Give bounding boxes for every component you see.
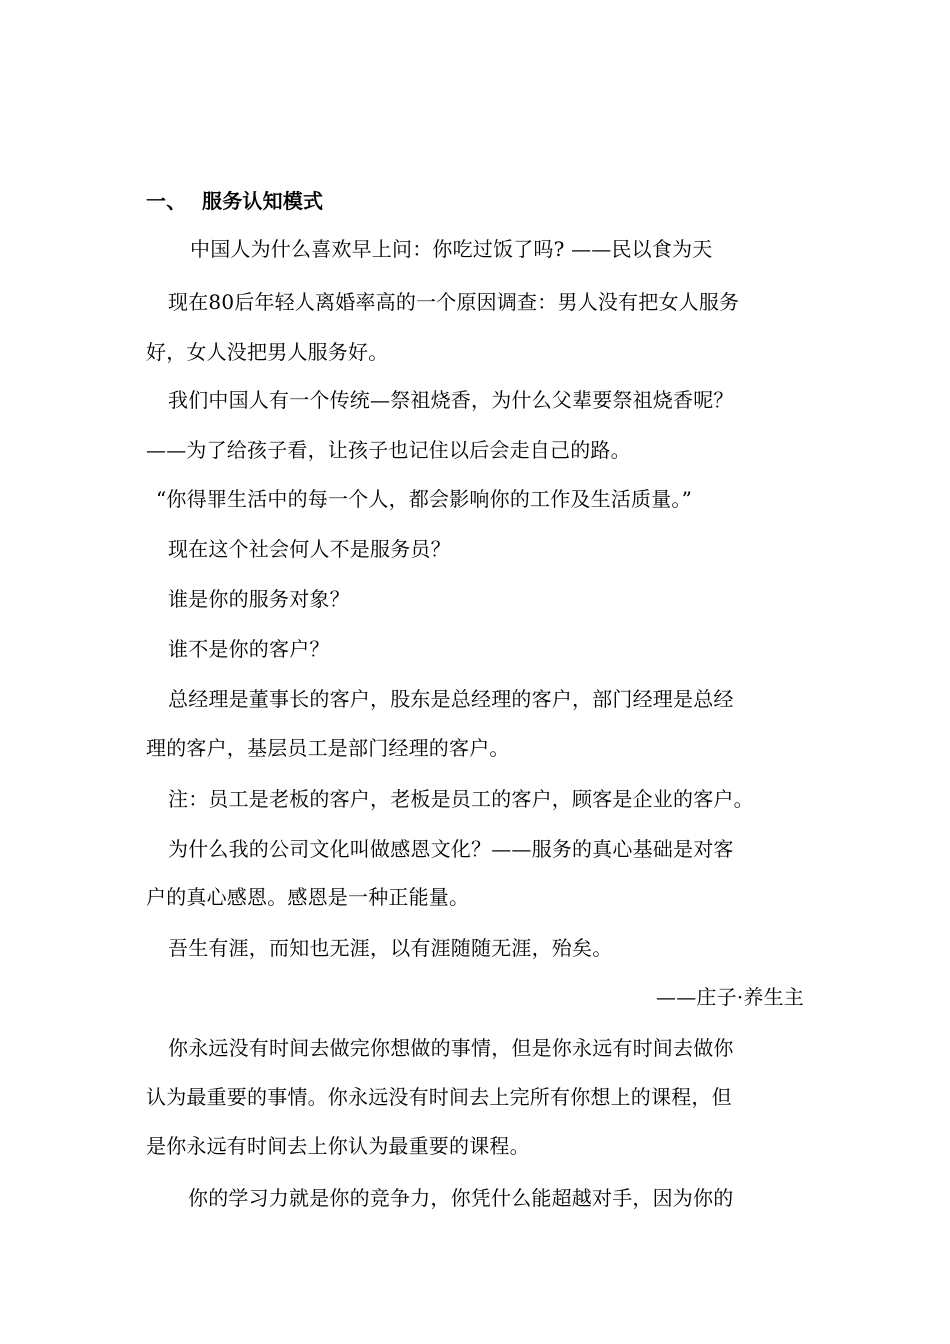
section-title: 服务认知模式 — [202, 189, 324, 213]
section-number: 一、 — [146, 189, 187, 213]
paragraph-line: 谁是你的服务对象？ — [168, 587, 350, 611]
paragraph-line: 理的客户，基层员工是部门经理的客户。 — [146, 736, 510, 760]
quote-line: “你得罪生活中的每一个人，都会影响你的工作及生活质量。” — [156, 487, 693, 511]
paragraph-line: 为什么我的公司文化叫做感恩文化？——服务的真心基础是对客 — [168, 837, 734, 861]
paragraph-line: 总经理是董事长的客户，股东是总经理的客户，部门经理是总经 — [168, 687, 734, 711]
paragraph-line: 是你永远有时间去上你认为最重要的课程。 — [146, 1134, 530, 1158]
note-line: 注：员工是老板的客户，老板是员工的客户，顾客是企业的客户。 — [168, 787, 754, 811]
paragraph-line: 你永远没有时间去做完你想做的事情，但是你永远有时间去做你 — [168, 1036, 734, 1060]
quote-line: 吾生有涯，而知也无涯，以有涯随随无涯，殆矣。 — [168, 936, 613, 960]
paragraph-line: ——为了给孩子看，让孩子也记住以后会走自己的路。 — [146, 438, 631, 462]
paragraph-line: 我们中国人有一个传统—祭祖烧香，为什么父辈要祭祖烧香呢？ — [168, 388, 734, 412]
paragraph-line: 谁不是你的客户？ — [168, 637, 330, 661]
paragraph-line: 现在这个社会何人不是服务员？ — [168, 537, 451, 561]
section-heading — [146, 188, 816, 214]
paragraph-line: 中国人为什么喜欢早上问：你吃过饭了吗? ——民以食为天 — [190, 237, 713, 261]
paragraph-line: 认为最重要的事情。你永远没有时间去上完所有你想上的课程，但 — [146, 1085, 732, 1109]
paragraph-line: 你的学习力就是你的竞争力，你凭什么能超越对手，因为你的 — [188, 1186, 734, 1210]
quote-attribution: ——庄子·养生主 — [656, 985, 804, 1009]
paragraph-line: 现在80后年轻人离婚率高的一个原因调查：男人没有把女人服务 — [168, 290, 740, 314]
paragraph-line: 好，女人没把男人服务好。 — [146, 340, 389, 364]
paragraph-line: 户的真心感恩。感恩是一种正能量。 — [146, 885, 470, 909]
